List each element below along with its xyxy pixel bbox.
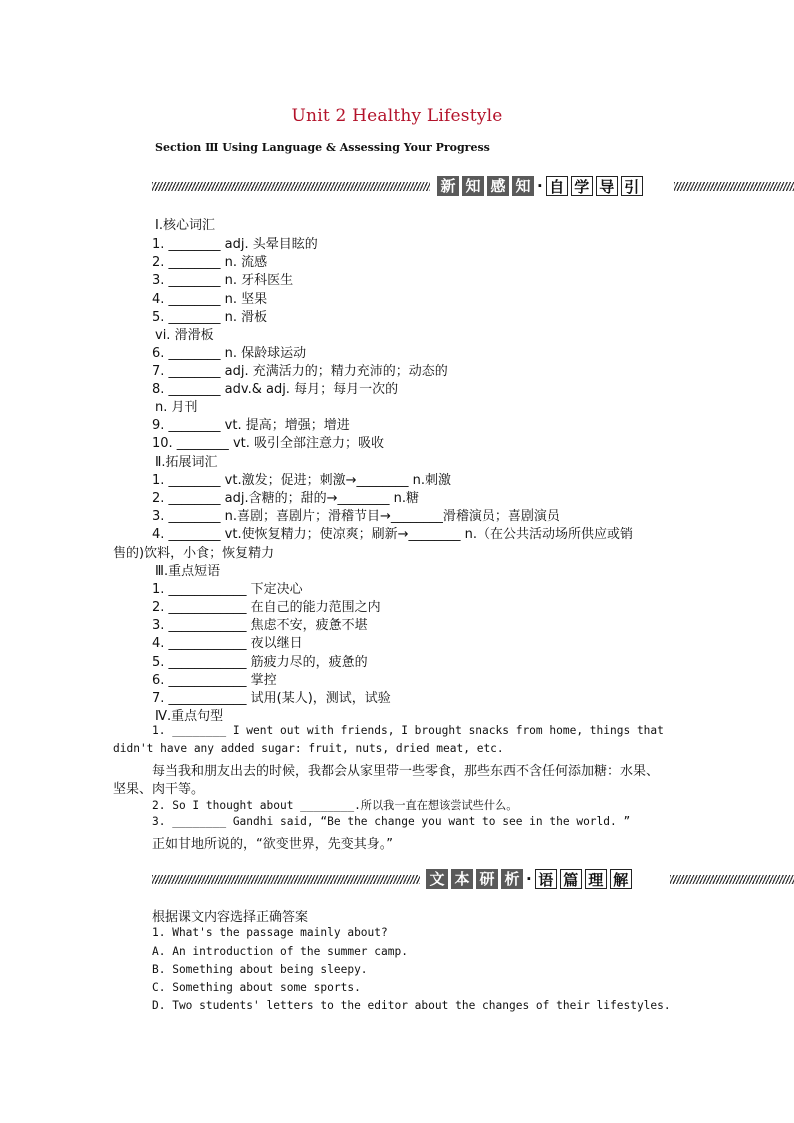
banner-char: 语 <box>535 869 557 889</box>
banner-dot: · <box>537 177 543 195</box>
text-line: 7. ____________ 试用(某人)，测试，试验 <box>152 691 391 706</box>
page-title: Unit 2 Healthy Lifestyle <box>291 106 503 126</box>
banner-char: 导 <box>596 176 618 196</box>
text-line: 3. ________ n.喜剧；喜剧片；滑稽节目→________滑稽演员；喜剧演员 <box>152 509 560 524</box>
text-line: 4. ________ vt.使恢复精力；使凉爽；刷新→________ n.（在公共活动场所供应或销 <box>152 527 633 542</box>
text-line: 3. ________ Gandhi said, “Be the change you want to see in the world. ” <box>152 815 631 828</box>
text-line: 2. ________ adj.含糖的；甜的→________ n.糖 <box>152 491 420 506</box>
banner-char: 学 <box>571 176 593 196</box>
banner-char: 析 <box>501 869 523 889</box>
text-line: 根据课文内容选择正确答案 <box>152 910 309 925</box>
text-line: B. Something about being sleepy. <box>152 963 368 976</box>
banner-text-analysis <box>152 869 794 891</box>
text-line: Ⅳ.重点句型 <box>155 709 224 724</box>
banner-char: 新 <box>437 176 459 196</box>
text-line: 3. ________ n. 牙科医生 <box>152 273 294 288</box>
banner-char: 知 <box>512 176 534 196</box>
text-line: 1. What's the passage mainly about? <box>152 926 388 939</box>
text-line: 7. ________ adj. 充满活力的；精力充沛的；动态的 <box>152 364 448 379</box>
text-line: 1. ________ I went out with friends, I brought snacks from home, things that <box>152 724 664 737</box>
text-line: Ⅰ.核心词汇 <box>155 218 215 233</box>
banner-char: 自 <box>546 176 568 196</box>
text-line: vi. 滑滑板 <box>155 328 214 343</box>
text-line: 8. ________ adv.& adj. 每月；每月一次的 <box>152 382 399 397</box>
banner-char: 感 <box>487 176 509 196</box>
text-line: 3. ____________ 焦虑不安，疲惫不堪 <box>152 618 368 633</box>
text-line: Ⅱ.拓展词汇 <box>155 455 218 470</box>
banner-char: 解 <box>610 869 632 889</box>
banner-boxes <box>437 176 646 196</box>
text-line: 正如甘地所说的，“欲变世界，先变其身。” <box>152 837 393 852</box>
text-line: 2. ________ n. 流感 <box>152 255 268 270</box>
banner-char: 研 <box>476 869 498 889</box>
banner-char: 理 <box>585 869 607 889</box>
text-line: 4. ____________ 夜以继日 <box>152 636 303 651</box>
banner-stripe-right <box>674 182 794 191</box>
text-line: 9. ________ vt. 提高；增强；增进 <box>152 418 350 433</box>
text-line: 5. ________ n. 滑板 <box>152 310 268 325</box>
text-line: 每当我和朋友出去的时候，我都会从家里带一些零食，那些东西不含任何添加糖：水果、 <box>152 764 660 779</box>
text-line: 10. ________ vt. 吸引全部注意力；吸收 <box>152 436 384 451</box>
text-line: D. Two students' letters to the editor about the changes of their lifestyles. <box>152 999 671 1012</box>
text-line: 坚果、肉干等。 <box>113 782 205 797</box>
text-line: A. An introduction of the summer camp. <box>152 945 408 958</box>
text-line: 5. ____________ 筋疲力尽的，疲惫的 <box>152 655 368 670</box>
banner-stripe-right <box>670 875 794 884</box>
text-line: 6. ____________ 掌控 <box>152 673 277 688</box>
text-line: 1. ________ adj. 头晕目眩的 <box>152 237 318 252</box>
text-line: 售的)饮料，小食；恢复精力 <box>113 546 275 561</box>
banner-char: 引 <box>621 176 643 196</box>
text-line: 1. ________ vt.激发；促进；刺激→________ n.刺激 <box>152 473 451 488</box>
banner-char: 本 <box>451 869 473 889</box>
text-line: 2. ____________ 在自己的能力范围之内 <box>152 600 381 615</box>
banner-char: 篇 <box>560 869 582 889</box>
text-line: Ⅲ.重点短语 <box>155 564 221 579</box>
banner-dot: · <box>526 870 532 888</box>
banner-char: 知 <box>462 176 484 196</box>
banner-stripe-left <box>152 182 430 191</box>
text-line: 6. ________ n. 保龄球运动 <box>152 346 307 361</box>
text-line: n. 月刊 <box>155 400 198 415</box>
banner-boxes <box>426 869 635 889</box>
text-line: 4. ________ n. 坚果 <box>152 292 268 307</box>
banner-self-study <box>152 176 794 198</box>
text-line: 2. So I thought about ________.所以我一直在想该尝试些什么。 <box>152 799 518 812</box>
text-line: didn't have any added sugar: fruit, nuts, dried meat, etc. <box>113 742 504 755</box>
banner-char: 文 <box>426 869 448 889</box>
banner-stripe-left <box>152 875 420 884</box>
text-line: C. Something about some sports. <box>152 981 361 994</box>
text-line: 1. ____________ 下定决心 <box>152 582 303 597</box>
section-subtitle: Section Ⅲ Using Language & Assessing Your Progress <box>155 141 490 154</box>
